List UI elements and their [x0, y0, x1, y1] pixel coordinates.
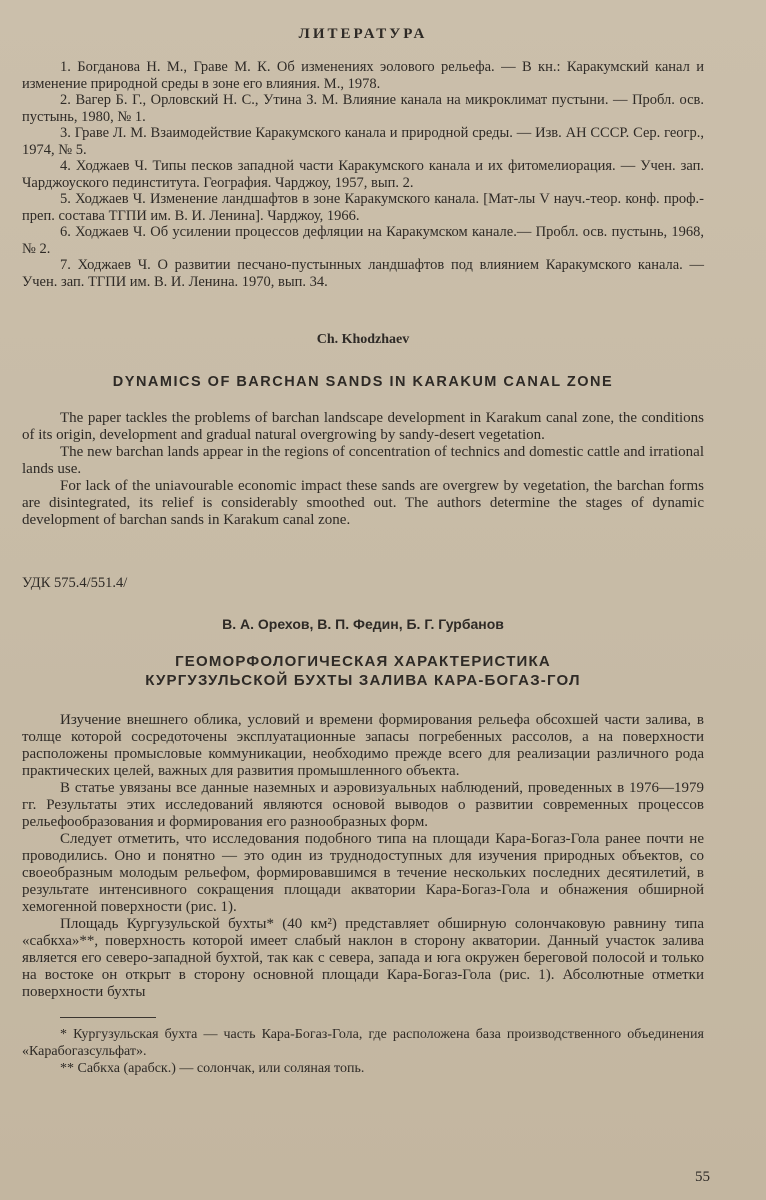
english-abstract-title: DYNAMICS OF BARCHAN SANDS IN KARAKUM CANAL ZONE	[112, 374, 614, 390]
body-paragraph: Изучение внешнего облика, условий и времени формирования рельефа обсохшей части залива, в толще которой сосредоточены эксплуатационные запасы погребенных рассолов, а на поверхности расположены промысловые коммуникации, необходимо прежде всего для реализации различного рода практических целей, важных для развития промышленного объекта.	[22, 712, 704, 779]
article-title-line: КУРГУЗУЛЬСКОЙ БУХТЫ ЗАЛИВА КАРА-БОГАЗ-ГОЛ	[145, 672, 581, 689]
udk-code: УДК 575.4/551.4/	[22, 575, 128, 591]
body-paragraph: Следует отметить, что исследования подобного типа на площади Кара-Богаз-Гола ранее почти не проводились. Оно и понятно — это один из труднодоступных для изучения природных объектов, со своеобразным молодым рельефом, формировавшимся в течение нескольких последних десятилетий, в результате интенсивного сокращения площади акватории Кара-Богаз-Гола и обнажения обширной хемогенной поверхности (рис. 1).	[22, 831, 704, 915]
english-abstract-author: Ch. Khodzhaev	[316, 332, 410, 347]
reference-item: 7. Ходжаев Ч. О развитии песчано-пустынных ландшафтов под влиянием Каракумского канала. — Учен. зап. ТГПИ им. В. И. Ленина. 1970, вып. 34.	[22, 257, 704, 290]
page-number: 55	[695, 1169, 710, 1185]
article-authors: В. А. Орехов, В. П. Федин, Б. Г. Гурбанов	[222, 616, 504, 632]
article-title-line: ГЕОМОРФОЛОГИЧЕСКАЯ ХАРАКТЕРИСТИКА	[175, 653, 551, 670]
english-abstract	[22, 410, 704, 529]
body-paragraph: В статье увязаны все данные наземных и аэровизуальных наблюдений, проведенных в 1976—1979 гг. Результаты этих исследований являются основой выводов о развитии современных процессов рельефообразования и формирования его разнообразных форм.	[22, 780, 704, 830]
reference-item: 2. Вагер Б. Г., Орловский Н. С., Утина З. М. Влияние канала на микроклимат пустыни. — Пробл. осв. пустынь, 1980, № 1.	[22, 92, 704, 125]
reference-item: 1. Богданова Н. М., Граве М. К. Об изменениях эолового рельефа. — В кн.: Каракумский канал и изменение природной среды в зоне его влияния. М., 1978.	[22, 59, 704, 92]
abstract-paragraph: For lack of the uniavourable economic impact these sands are overgrew by vegetation, the barchan forms are disintegrated, its relief is considerably smoothed out. The authors determine the stages of dynamic development of barchan sands in Karakum canal zone.	[22, 478, 704, 528]
footnotes	[22, 1026, 704, 1077]
abstract-paragraph: The paper tackles the problems of barchan landscape development in Karakum canal zone, the conditions of its origin, development and gradual natural overgrowing by sandy-desert vegetation.	[22, 410, 704, 443]
reference-item: 3. Граве Л. М. Взаимодействие Каракумского канала и природной среды. — Изв. АН СССР. Сер. геогр., 1974, № 5.	[22, 125, 704, 158]
reference-item: 5. Ходжаев Ч. Изменение ландшафтов в зоне Каракумского канала. [Мат-лы V науч.-теор. конф. проф.-преп. состава ТГПИ им. В. И. Ленина]. Чарджоу, 1966.	[22, 191, 704, 224]
abstract-paragraph: The new barchan lands appear in the regions of concentration of technics and domestic cattle and irrational lands use.	[22, 444, 704, 477]
footnote: * Кургузульская бухта — часть Кара-Богаз-Гола, где расположена база производственного объединения «Карабогазсульфат».	[22, 1027, 704, 1059]
reference-item: 6. Ходжаев Ч. Об усилении процессов дефляции на Каракумском канале.— Пробл. осв. пустынь, 1968, № 2.	[22, 224, 704, 257]
footnote: ** Сабкха (арабск.) — солончак, или соляная топь.	[60, 1061, 365, 1076]
article-title	[22, 652, 704, 690]
footnote-divider	[60, 1017, 156, 1018]
literature-heading: ЛИТЕРАТУРА	[298, 26, 428, 42]
reference-item: 4. Ходжаев Ч. Типы песков западной части Каракумского канала и их фитомелиорация. — Учен. зап. Чарджоуского пединститута. География. Чарджоу, 1957, вып. 2.	[22, 158, 704, 191]
reference-list	[22, 59, 704, 290]
article-body	[22, 712, 704, 1001]
body-paragraph: Площадь Кургузульской бухты* (40 км²) представляет обширную солончаковую равнину типа «сабкха»**, поверхность которой имеет слабый наклон в сторону акватории. Данный участок залива является его северо-западной бухтой, так как с севера, запада и юга окружен береговой полосой и только на востоке он открыт в сторону основной площади Кара-Богаз-Гола (рис. 1). Абсолютные отметки поверхности бухты	[22, 916, 704, 1000]
